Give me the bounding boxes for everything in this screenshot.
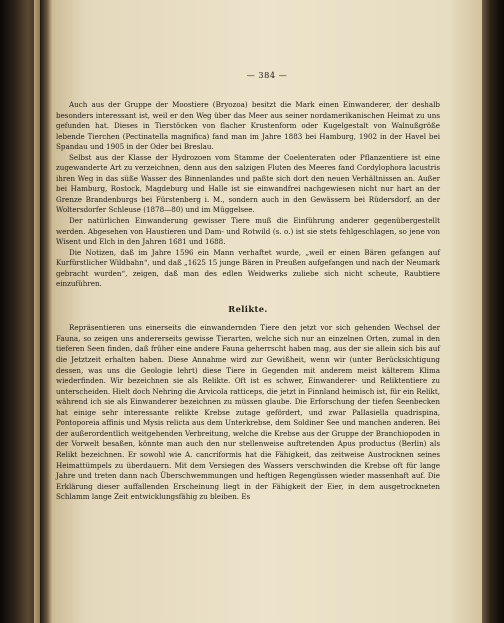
paragraph-relikte: Repräsentieren uns einerseits die einwandernden Tiere den jetzt vor sich gehenden Wechsel der Fauna, so zeigen uns andererseits gewisse Tierarten, welche sich nur an einzelnen Orten, zumal in den tieferen Seen finden, daß früher eine andere Fauna geherrscht haben mag, aus der sie allein sich bis auf die Jetztzeit erhalten haben. Diese Annahme wird zur Gewißheit, wenn wir (unter Berücksichtigung dessen, was uns die Geologie lehrt) diese Tiere in Gegenden mit anderem meist kälterem Klima wiederfinden. Wir bezeichnen sie als Relikte. Oft ist es schwer, Einwanderer- und Reliktentiere zu unterscheiden. Hielt doch Nehring die Arvicola ratticeps, die jetzt in Finnland heimisch ist, für ein Relikt, während ich sie als Einwanderer bezeichnen zu müssen glaube. Die Erforschung der tiefen Seenbecken hat einige sehr interessante relikte Krebse zutage gefördert, und zwar Pallasiella quadrispina, Pontoporeia affinis und Mysis relicta aus dem Unterkrebse, dem Soldiner See und manchen anderen. Bei der außerordentlich weitgehenden Verbreitung, welche die Krebse aus der Gruppe der Branchiopoden in der Vorwelt besaßen, könnte man auch den nur stellenweise auftretenden Apus productus (Berlin) als Relikt bezeichnen. Er sowohl wie A. cancriformis hat die Fähigkeit, das zeitweise Austrocknen seines Heimattümpels zu überdauern. Mit dem Versiegen des Wassers verschwinden die Krebse oft für lange Jahre und treten dann nach Überschwemmungen und heftigen Regengüssen wieder massenhaft auf. Die Erklärung dieser auffallenden Erscheinung liegt in der Fähigkeit der Eier, in dem ausgetrockneten Schlamm lange Zeit entwicklungsfähig zu bleiben. Es xyxy=(56,323,440,502)
paragraph-bryozoa: Auch aus der Gruppe der Moostiere (Bryozoa) besitzt die Mark einen Einwanderer, der deshalb besonders interessant ist, weil er den Weg über das Meer aus seiner nordamerikanischen Heimat zu uns gefunden hat. Dieses in Tierstöcken von flacher Krustenform oder Kugelgestalt von Walnußgröße lebende Tierchen (Pectinatella magnifica) fand man im Jahre 1883 bei Hamburg, 1902 in der Havel bei Spandau und 1905 in der Oder bei Breslau. xyxy=(56,100,440,152)
book-gutter xyxy=(40,0,52,623)
paragraph-bears: Die Notizen, daß im Jahre 1596 ein Mann verhaftet wurde, „weil er einen Bären gefangen auf Kurfürstlicher Wildbahn“, und daß „1625 15 junge Bären in Preußen aufgefangen und nach der Neumark gebracht wurden“, zeigen, daß man des edlen Weidwerks zuliebe sich nicht scheute, Raubtiere einzuführen. xyxy=(56,247,440,289)
paragraph-introduction: Der natürlichen Einwanderung gewisser Tiere muß die Einführung anderer gegenübergestellt werden. Abgesehen von Haustieren und Dam- und Rotwild (s. o.) ist sie stets fehlgeschlagen, so jene von Wisent und Elch in den Jahren 1681 und 1688. xyxy=(56,216,440,247)
paragraph-hydrozoa: Selbst aus der Klasse der Hydrozoen vom Stamme der Coelenteraten oder Pflanzentiere ist eine zugewanderte Art zu verzeichnen, denn aus den salzigen Fluten des Meeres fand Cordylophora lacustris ihren Weg in das süße Wasser des Binnenlandes und paßte sich dort den neuen Verhältnissen an. Außer bei Hamburg, Rostock, Magdeburg und Halle ist sie einwandfrei nachgewiesen nicht nur hart an der Grenze Brandenburgs bei Fürstenberg i. M., sondern auch in den Gewässern bei Rüdersdorf, an der Woltersdorfer Schleuse (1878—80) und im Müggelsee. xyxy=(56,152,440,215)
left-page-edge xyxy=(0,0,40,623)
section-heading-relikte: Relikte. xyxy=(228,303,268,314)
page-number: — 384 — xyxy=(246,70,288,80)
page-content xyxy=(56,74,440,503)
right-page-edge xyxy=(482,0,504,623)
